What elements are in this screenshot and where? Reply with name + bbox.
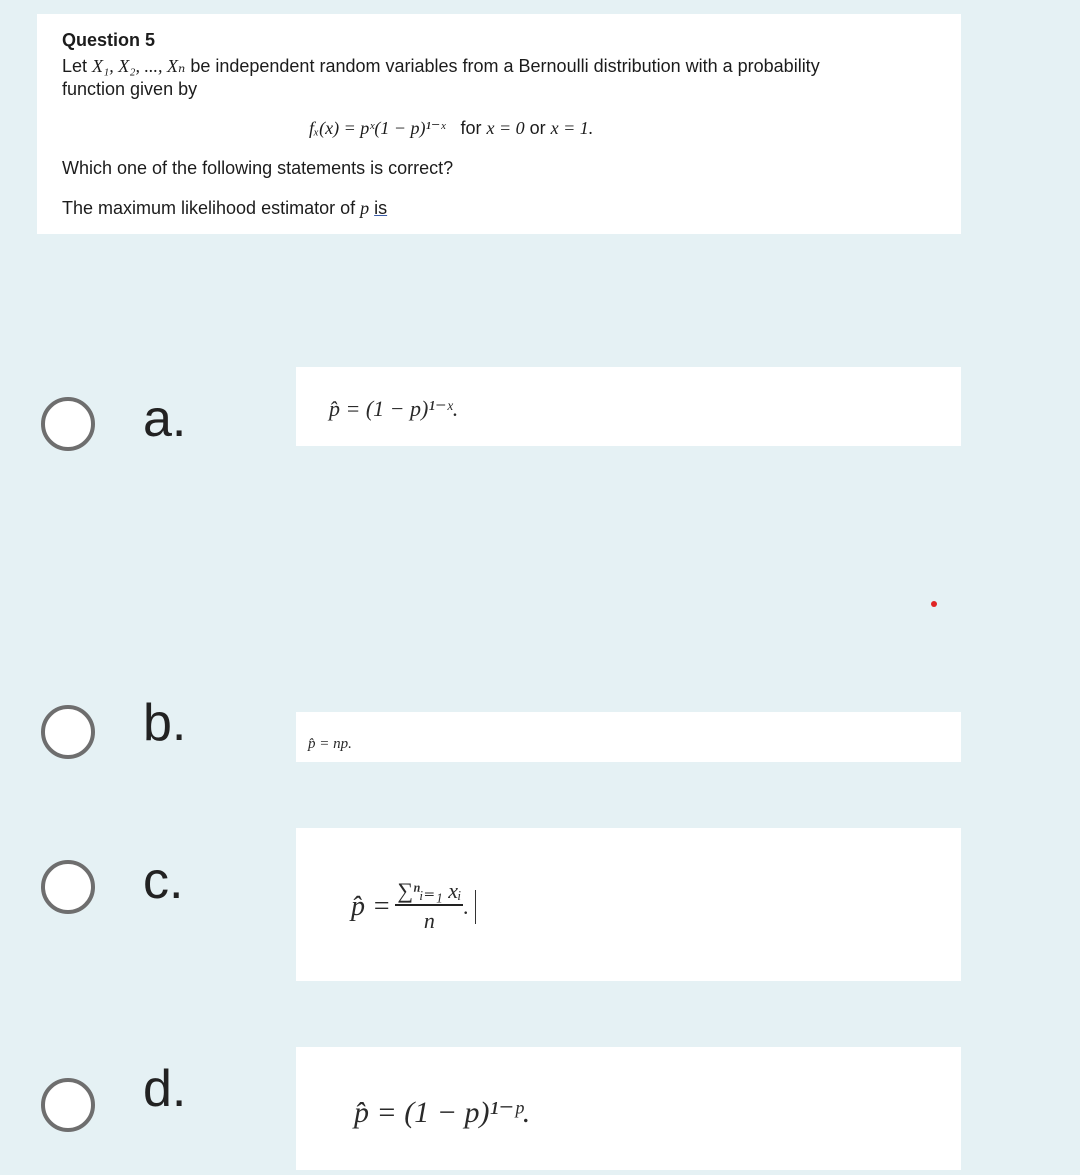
variables-list: X₁, X₂, ..., Xₙ: [92, 56, 186, 76]
is-link[interactable]: is: [374, 198, 388, 218]
mle-statement: The maximum likelihood estimator of p is: [62, 198, 388, 218]
option-d-letter: d.: [143, 1060, 187, 1118]
fraction-numerator: ∑ⁿᵢ₌₁ xᵢ: [395, 878, 463, 906]
question-intro-line2: function given by: [62, 79, 198, 99]
option-b-math: p̂ = np.: [308, 736, 352, 752]
text-cursor: [475, 890, 476, 924]
option-c-letter: c.: [143, 852, 184, 910]
option-a-math: p̂ = (1 − p)¹⁻ˣ.: [329, 396, 459, 421]
option-c-box[interactable]: [296, 828, 961, 981]
radio-option-c[interactable]: [41, 860, 95, 914]
radio-option-a[interactable]: [41, 397, 95, 451]
red-dot: [931, 601, 937, 607]
option-a-box[interactable]: [296, 367, 961, 446]
option-d-math: p̂ = (1 − p)¹⁻ᵖ.: [354, 1096, 531, 1129]
option-d-box[interactable]: [296, 1047, 961, 1170]
question-card: [37, 14, 961, 234]
option-b-box[interactable]: [296, 712, 961, 762]
question-title: Question 5: [62, 30, 156, 50]
question-intro: Let X₁, X₂, ..., Xₙ be independent random variables from a Bernoulli distribution with a probability: [62, 56, 820, 76]
fraction-denominator: n: [423, 908, 435, 933]
radio-option-b[interactable]: [41, 705, 95, 759]
pmf-formula: fₓ(x) = pˣ(1 − p)¹⁻ˣ for x = 0 or x = 1.: [309, 118, 594, 138]
option-c-math: p̂ = $\frac{\text{∑ⁿᵢ₌₁ xᵢ}}{n}$ .: [351, 878, 476, 936]
radio-option-d[interactable]: [41, 1078, 95, 1132]
question-prompt: Which one of the following statements is correct?: [62, 158, 454, 178]
option-b-letter: b.: [143, 694, 187, 752]
fraction: [395, 878, 463, 936]
option-a-letter: a.: [143, 390, 187, 448]
